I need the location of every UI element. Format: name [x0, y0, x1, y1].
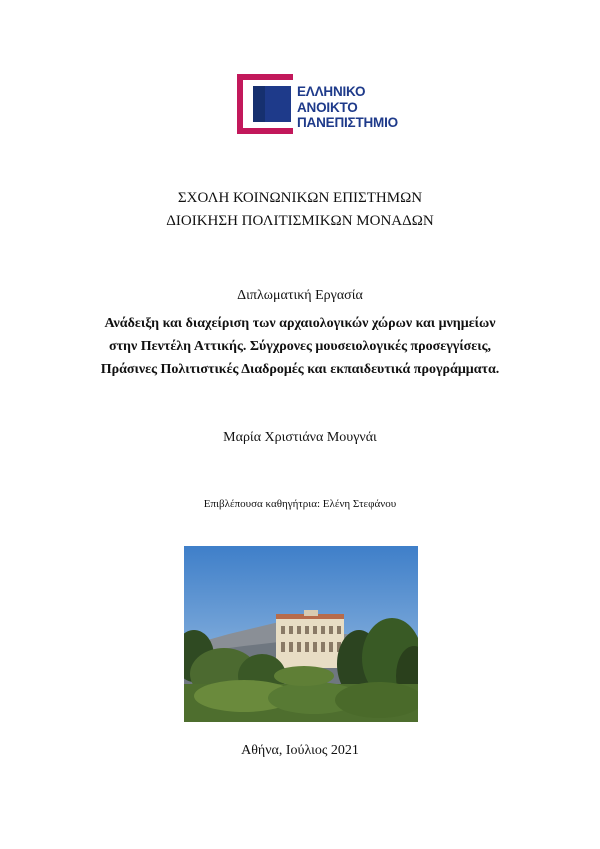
- eap-logo-mark: [233, 72, 295, 136]
- place-and-date: Αθήνα, Ιούλιος 2021: [241, 743, 359, 758]
- thesis-label: Διπλωματική Εργασία: [237, 288, 363, 303]
- cover-photo: [184, 546, 418, 722]
- logo-line-1: ΕΛΛΗΝΙΚΟ: [297, 84, 366, 99]
- school-name: ΣΧΟΛΗ ΚΟΙΝΩΝΙΚΩΝ ΕΠΙΣΤΗΜΩΝ: [177, 190, 423, 206]
- author-name: Μαρία Χριστιάνα Μουγνάι: [223, 430, 377, 445]
- school-heading: [0, 187, 600, 233]
- logo-wordmark: [297, 84, 398, 131]
- thesis-title-line-1: Ανάδειξη και διαχείριση των αρχαιολογικών χώρων και μνημείων: [104, 316, 496, 331]
- logo-line-3: ΠΑΝΕΠΙΣΤΗΜΙΟ: [297, 115, 398, 130]
- thesis-title: [0, 312, 600, 381]
- thesis-title-line-3: Πράσινες Πολιτιστικές Διαδρομές και εκπαιδευτικά προγράμματα.: [100, 362, 500, 377]
- logo-line-2: ΑΝΟΙΚΤΟ: [297, 99, 358, 115]
- university-logo: [233, 72, 413, 136]
- supervisor-line: Επιβλέπουσα καθηγήτρια: Ελένη Στεφάνου: [203, 498, 397, 510]
- program-name: ΔΙΟΙΚΗΣΗ ΠΟΛΙΤΙΣΜΙΚΩΝ ΜΟΝΑΔΩΝ: [166, 213, 434, 229]
- thesis-title-line-2: στην Πεντέλη Αττικής. Σύγχρονες μουσειολογικές προσεγγίσεις,: [108, 339, 492, 354]
- villa: [276, 610, 344, 668]
